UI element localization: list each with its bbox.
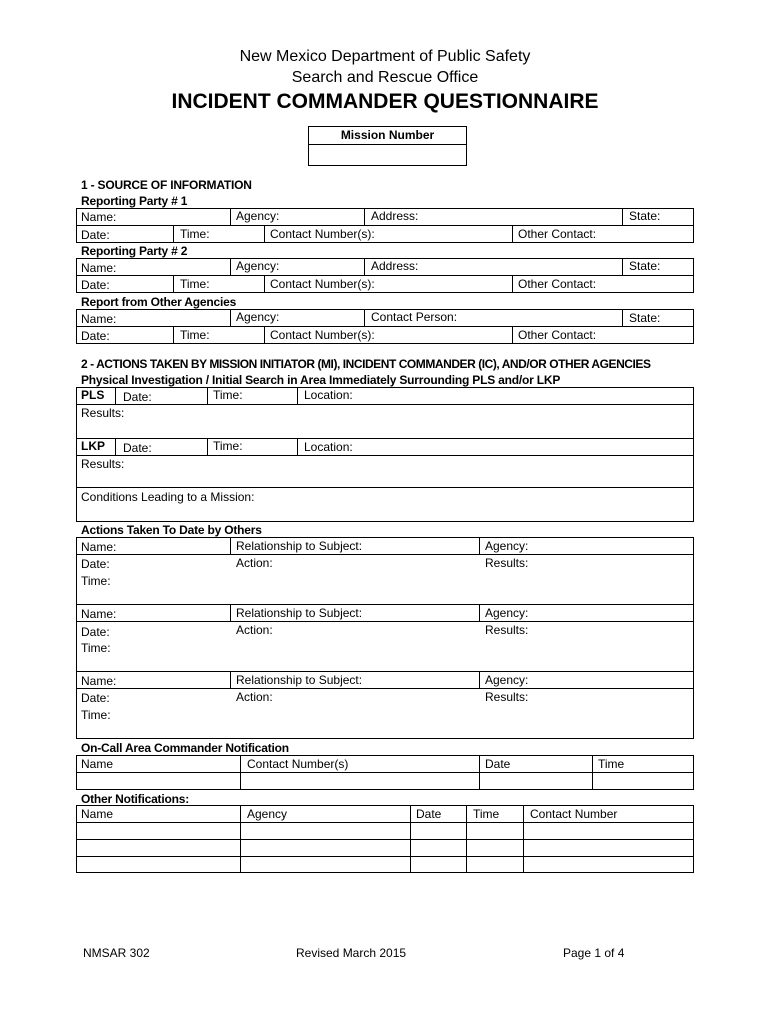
- section2-subtitle: Physical Investigation / Initial Search in Area Immediately Surrounding PLS and/or LKP: [81, 373, 561, 387]
- lkp-table: [76, 438, 694, 488]
- oncall-contact-input[interactable]: [242, 774, 477, 789]
- rp1-row-divider: [76, 225, 694, 226]
- form-title: INCIDENT COMMANDER QUESTIONNAIRE: [171, 90, 599, 113]
- rp2-other-contact-field[interactable]: Other Contact:: [518, 277, 597, 291]
- footer-revised: Revised March 2015: [296, 946, 407, 960]
- rp2-date-field[interactable]: Date:: [81, 278, 110, 292]
- rp2-contact-numbers-field[interactable]: Contact Number(s):: [270, 277, 375, 291]
- others1-results-field[interactable]: Results:: [485, 556, 529, 570]
- others1-name-field[interactable]: Name:: [81, 540, 117, 554]
- rp2-agency-field[interactable]: Agency:: [236, 259, 280, 273]
- oncall-col-name: Name: [81, 757, 114, 771]
- lkp-divider-b: [207, 438, 208, 455]
- oncall-date-input[interactable]: [481, 774, 590, 789]
- others2-time-field[interactable]: Time:: [81, 641, 111, 655]
- rp2-state-field[interactable]: State:: [629, 259, 661, 273]
- oa-other-contact-field[interactable]: Other Contact:: [518, 328, 597, 342]
- oa-divider-e: [264, 326, 265, 344]
- others-block-1: [76, 537, 694, 605]
- rp2-divider-a: [230, 258, 231, 275]
- others3-date-field[interactable]: Date:: [81, 691, 110, 705]
- rp1-date-field[interactable]: Date:: [81, 228, 110, 242]
- pls-time-field[interactable]: Time:: [213, 388, 243, 402]
- on-row-3[interactable]: [78, 858, 692, 872]
- others3-action-field[interactable]: Action:: [236, 690, 273, 704]
- oncall-row-divider: [76, 772, 694, 773]
- rp1-divider-d: [173, 225, 174, 243]
- oncall-divider-c: [592, 755, 593, 790]
- oncall-col-date: Date: [485, 757, 511, 771]
- oa-divider-d: [173, 326, 174, 344]
- lkp-label: LKP: [81, 439, 105, 453]
- oa-divider-a: [230, 309, 231, 326]
- rp2-address-field[interactable]: Address:: [371, 259, 419, 273]
- rp1-divider-c: [622, 208, 623, 225]
- rp1-divider-b: [364, 208, 365, 225]
- section1-title: 1 - SOURCE OF INFORMATION: [81, 178, 252, 192]
- rp1-heading: Reporting Party # 1: [81, 194, 188, 208]
- others2-action-field[interactable]: Action:: [236, 623, 273, 637]
- pls-divider-c: [297, 387, 298, 404]
- rp2-row-divider: [76, 275, 694, 276]
- others-block-3: [76, 671, 694, 739]
- pls-row-divider: [76, 404, 694, 405]
- others2-row-divider: [76, 621, 694, 622]
- oncall-col-time: Time: [598, 757, 625, 771]
- others2-agency-field[interactable]: Agency:: [485, 606, 529, 620]
- rp2-time-field[interactable]: Time:: [180, 277, 210, 291]
- oncall-heading: On-Call Area Commander Notification: [81, 741, 289, 755]
- oncall-name-input[interactable]: [78, 774, 238, 789]
- on-col-agency: Agency: [247, 807, 288, 821]
- oa-contact-person-field[interactable]: Contact Person:: [371, 310, 458, 324]
- mission-number-input[interactable]: [310, 146, 465, 164]
- rp2-divider-d: [173, 275, 174, 293]
- rp2-name-field[interactable]: Name:: [81, 261, 117, 275]
- lkp-location-field[interactable]: Location:: [304, 440, 353, 454]
- pls-label: PLS: [81, 388, 105, 402]
- others3-agency-field[interactable]: Agency:: [485, 673, 529, 687]
- rp1-contact-numbers-field[interactable]: Contact Number(s):: [270, 227, 375, 241]
- other-agencies-heading: Report from Other Agencies: [81, 295, 237, 309]
- rp1-time-field[interactable]: Time:: [180, 227, 210, 241]
- oa-date-field[interactable]: Date:: [81, 329, 110, 343]
- rp2-heading: Reporting Party # 2: [81, 244, 188, 258]
- on-row-divider-3: [76, 856, 694, 857]
- footer-page-number: Page 1 of 4: [563, 946, 625, 960]
- conditions-field[interactable]: Conditions Leading to a Mission:: [81, 490, 255, 504]
- rp1-divider-e: [264, 225, 265, 243]
- rp1-agency-field[interactable]: Agency:: [236, 209, 280, 223]
- others1-date-field[interactable]: Date:: [81, 557, 110, 571]
- on-col-time: Time: [473, 807, 500, 821]
- rp1-address-field[interactable]: Address:: [371, 209, 419, 223]
- others1-relationship-field[interactable]: Relationship to Subject:: [236, 539, 363, 553]
- others1-action-field[interactable]: Action:: [236, 556, 273, 570]
- section2-title: 2 - ACTIONS TAKEN BY MISSION INITIATOR (MI), INCIDENT COMMANDER (IC), AND/OR OTHER AGENCIES: [81, 357, 651, 371]
- on-col-name: Name: [81, 807, 114, 821]
- oa-contact-numbers-field[interactable]: Contact Number(s):: [270, 328, 375, 342]
- lkp-divider-a: [115, 438, 116, 455]
- others2-results-field[interactable]: Results:: [485, 623, 529, 637]
- on-col-contact-number: Contact Number: [530, 807, 618, 821]
- oncall-divider-b: [479, 755, 480, 790]
- rp1-divider-f: [512, 225, 513, 243]
- others1-divider-a: [230, 537, 231, 554]
- oa-state-field[interactable]: State:: [629, 311, 661, 325]
- pls-divider-b: [207, 387, 208, 404]
- on-row-divider-2: [76, 839, 694, 840]
- others-heading: Actions Taken To Date by Others: [81, 523, 262, 537]
- on-row-2[interactable]: [78, 841, 692, 855]
- others3-relationship-field[interactable]: Relationship to Subject:: [236, 673, 363, 687]
- lkp-date-field[interactable]: Date:: [123, 441, 152, 455]
- others2-date-field[interactable]: Date:: [81, 625, 110, 639]
- lkp-row-divider: [76, 455, 694, 456]
- rp2-divider-e: [264, 275, 265, 293]
- agency-name: New Mexico Department of Public Safety: [239, 48, 531, 65]
- oa-divider-b: [364, 309, 365, 326]
- others2-divider-a: [230, 604, 231, 621]
- mission-divider: [308, 144, 467, 145]
- others2-name-field[interactable]: Name:: [81, 607, 117, 621]
- oncall-divider-a: [240, 755, 241, 790]
- rp1-name-field[interactable]: Name:: [81, 210, 117, 224]
- others1-row-divider: [76, 554, 694, 555]
- rp2-divider-f: [512, 275, 513, 293]
- others3-row-divider: [76, 688, 694, 689]
- others3-divider-a: [230, 671, 231, 688]
- pls-date-field[interactable]: Date:: [123, 390, 152, 404]
- others3-name-field[interactable]: Name:: [81, 674, 117, 688]
- pls-location-field[interactable]: Location:: [304, 388, 353, 402]
- others1-divider-b: [479, 537, 480, 554]
- oa-name-field[interactable]: Name:: [81, 312, 117, 326]
- rp2-divider-c: [622, 258, 623, 275]
- rp2-divider-b: [364, 258, 365, 275]
- rp1-divider-a: [230, 208, 231, 225]
- oa-agency-field[interactable]: Agency:: [236, 310, 280, 324]
- oncall-col-contact: Contact Number(s): [247, 757, 349, 771]
- others-block-2: [76, 604, 694, 672]
- oncall-time-input[interactable]: [594, 774, 692, 789]
- on-row-1[interactable]: [78, 824, 692, 838]
- office-name: Search and Rescue Office: [291, 69, 479, 86]
- lkp-results-field[interactable]: Results:: [81, 457, 125, 471]
- oa-time-field[interactable]: Time:: [180, 328, 210, 342]
- others3-results-field[interactable]: Results:: [485, 690, 529, 704]
- on-col-date: Date: [416, 807, 442, 821]
- rp1-state-field[interactable]: State:: [629, 209, 661, 223]
- footer-form-number: NMSAR 302: [83, 946, 150, 960]
- other-notifications-heading: Other Notifications:: [81, 792, 190, 806]
- others1-time-field[interactable]: Time:: [81, 574, 111, 588]
- oa-row-divider: [76, 326, 694, 327]
- oa-divider-f: [512, 326, 513, 344]
- mission-number-label: Mission Number: [340, 128, 435, 142]
- others3-divider-b: [479, 671, 480, 688]
- oa-divider-c: [622, 309, 623, 326]
- on-row-divider-1: [76, 822, 694, 823]
- others2-divider-b: [479, 604, 480, 621]
- pls-results-field[interactable]: Results:: [81, 406, 125, 420]
- others1-agency-field[interactable]: Agency:: [485, 539, 529, 553]
- others3-time-field[interactable]: Time:: [81, 708, 111, 722]
- pls-table: [76, 387, 694, 439]
- pls-divider-a: [115, 387, 116, 404]
- lkp-time-field[interactable]: Time:: [213, 439, 243, 453]
- others2-relationship-field[interactable]: Relationship to Subject:: [236, 606, 363, 620]
- rp1-other-contact-field[interactable]: Other Contact:: [518, 227, 597, 241]
- lkp-divider-c: [297, 438, 298, 455]
